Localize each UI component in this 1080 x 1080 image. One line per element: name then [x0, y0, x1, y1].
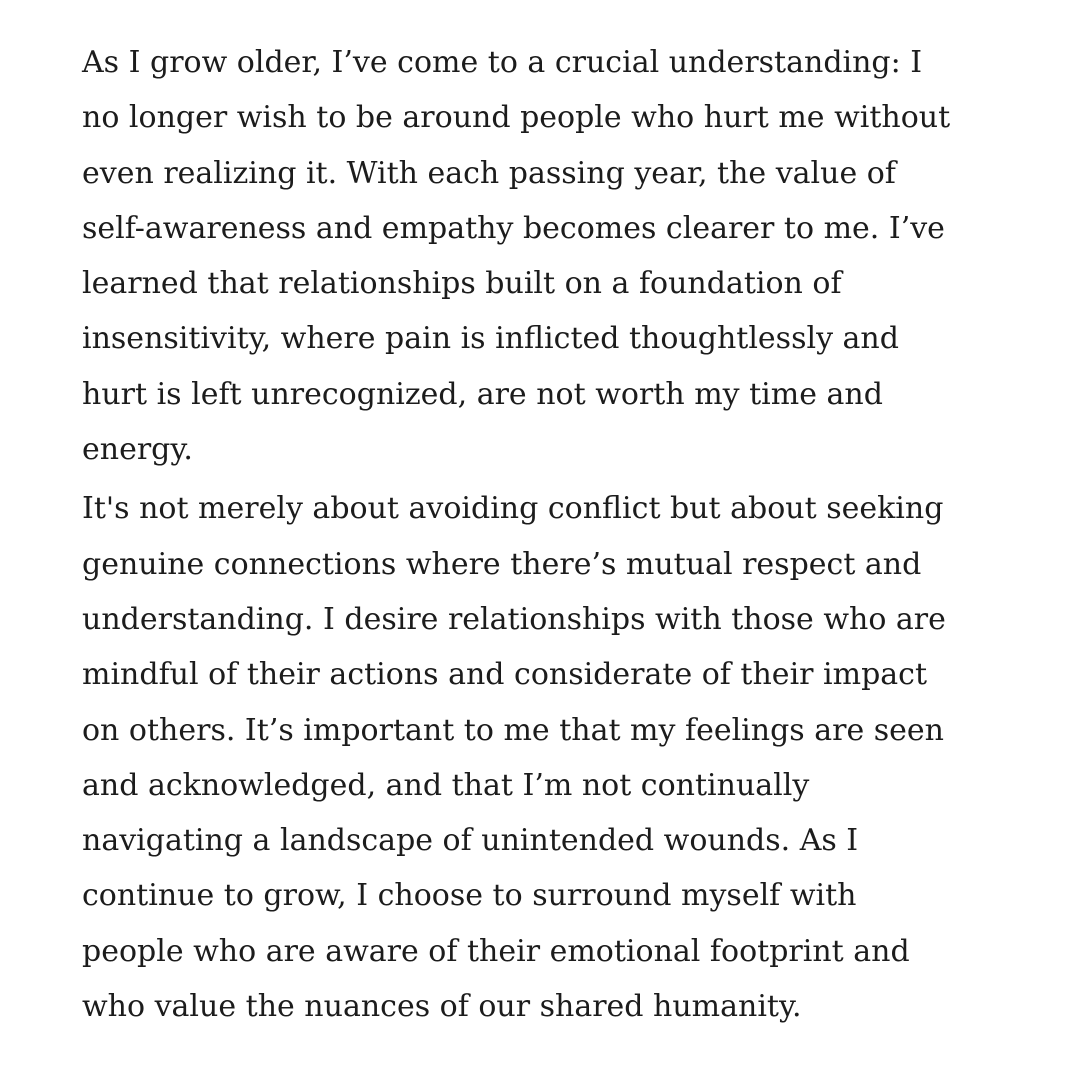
text-line: learned that relationships built on a foundation of — [82, 266, 842, 302]
text-line: genuine connections where there’s mutual respect and — [82, 546, 922, 582]
text-line: on others. It’s important to me that my feelings are seen — [82, 712, 944, 748]
text-line: people who are aware of their emotional footprint and — [82, 933, 910, 969]
text-line: even realizing it. With each passing year, the value of — [82, 155, 896, 191]
paragraph-2 — [82, 481, 1022, 1034]
text-line: As I grow older, I’ve come to a crucial understanding: I — [82, 45, 923, 80]
text-line: continue to grow, I choose to surround myself with — [82, 878, 857, 914]
text-line: self-awareness and empathy becomes clearer to me. I’ve — [82, 210, 945, 246]
text-line: insensitivity, where pain is inflicted thoughtlessly and — [82, 321, 899, 357]
text-line: mindful of their actions and considerate of their impact — [82, 657, 928, 693]
text-line: no longer wish to be around people who hurt me without — [82, 100, 951, 136]
text-line: energy. — [82, 432, 193, 468]
text-line: who value the nuances of our shared humanity. — [82, 989, 802, 1025]
text-line: and acknowledged, and that I’m not continually — [82, 767, 810, 803]
text-line: It's not merely about avoiding conflict but about seeking — [82, 491, 944, 527]
article-body — [82, 35, 1022, 1034]
text-line: navigating a landscape of unintended wounds. As I — [82, 823, 859, 859]
text-line: hurt is left unrecognized, are not worth my time and — [82, 376, 883, 412]
text-line: understanding. I desire relationships with those who are — [82, 601, 946, 637]
paragraph-1 — [82, 35, 1022, 477]
